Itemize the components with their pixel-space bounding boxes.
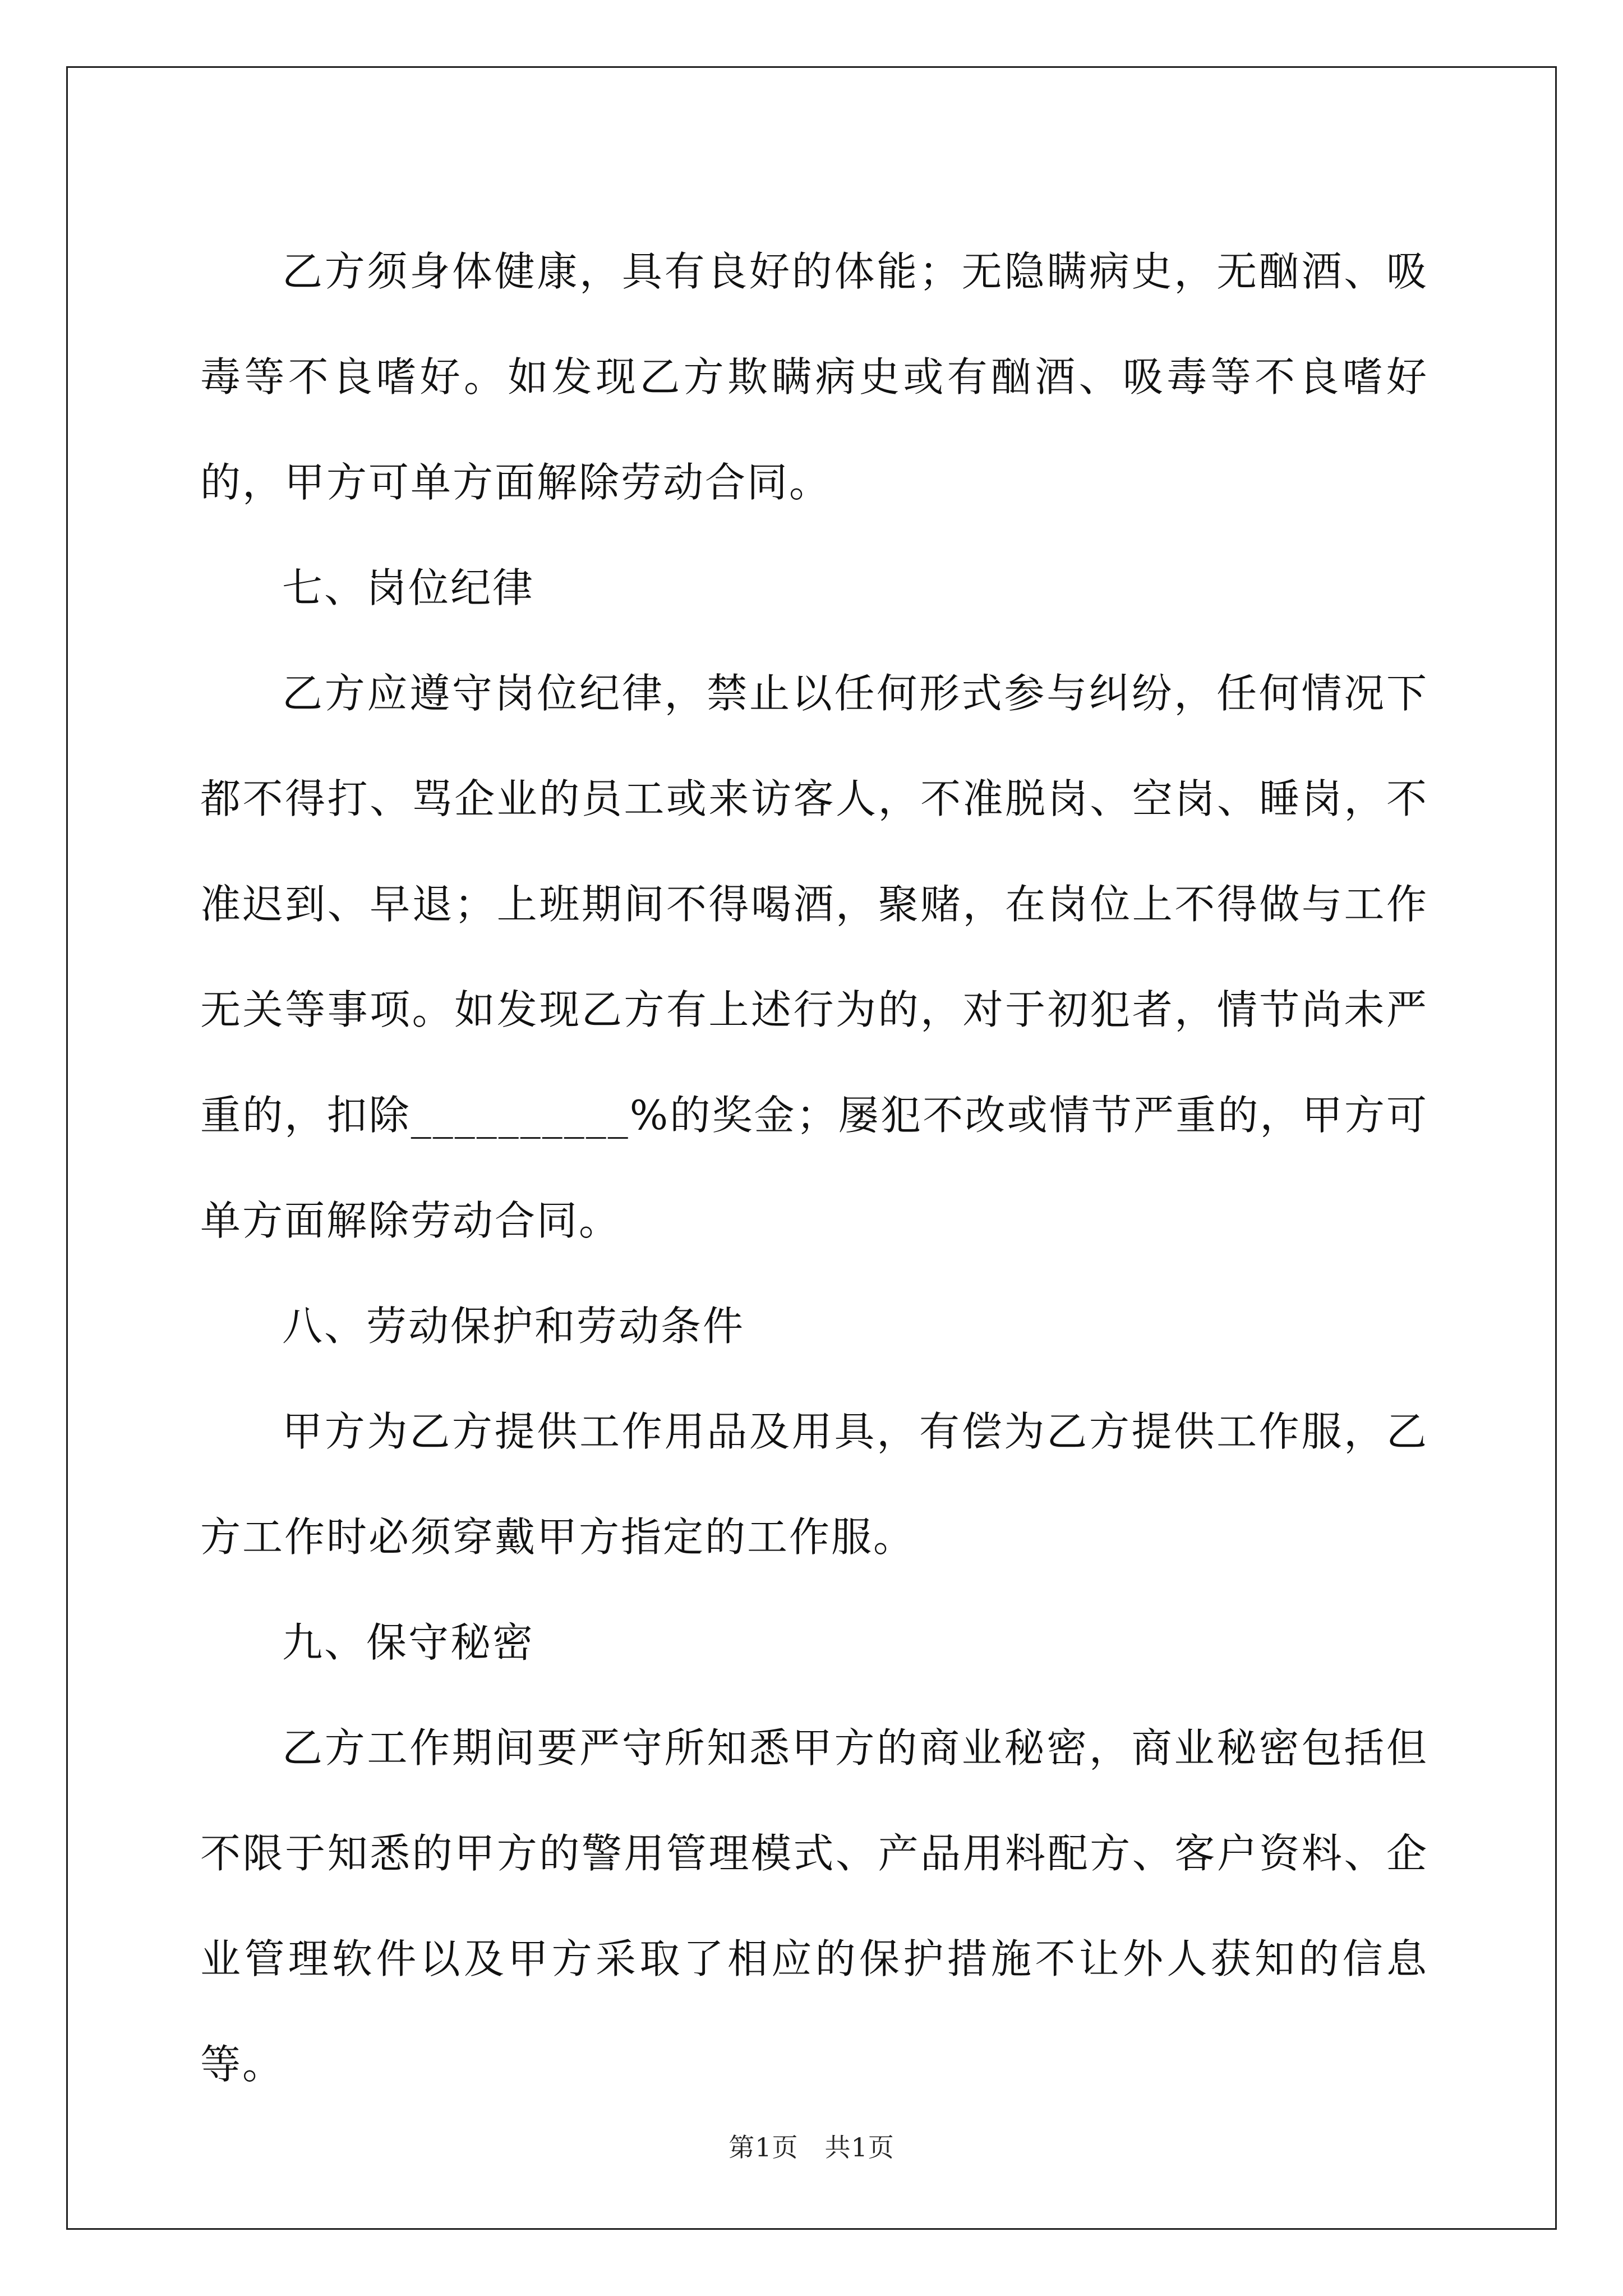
paragraph-health-requirement: 乙方须身体健康，具有良好的体能；无隐瞒病史，无酗酒、吸毒等不良嗜好。如发现乙方欺瞒病史或有酗酒、吸毒等不良嗜好的，甲方可单方面解除劳动合同。 <box>200 248 1428 506</box>
document-body <box>200 219 1428 2117</box>
paragraph-post-discipline: 乙方应遵守岗位纪律，禁止以任何形式参与纠纷，任何情况下都不得打、骂企业的员工或来访客人，不准脱岗、空岗、睡岗，不准迟到、早退；上班期间不得喝酒，聚赌，在岗位上不得做与工作无关等事项。如发现乙方有上述行为的，对于初犯者，情节尚未严重的，扣除__________%的奖金；屡犯不改或情节严重的，甲方可单方面解除劳动合同。 <box>200 670 1428 1244</box>
paragraph-trade-secrets: 乙方工作期间要严守所知悉甲方的商业秘密，商业秘密包括但不限于知悉的甲方的警用管理模式、产品用料配方、客户资料、企业管理软件以及甲方采取了相应的保护措施不让外人获知的信息等。 <box>200 1724 1428 2088</box>
section-heading-labor-protection: 八、劳动保护和劳动条件 <box>282 1303 745 1350</box>
section-heading-discipline: 七、岗位纪律 <box>282 564 535 611</box>
page-number-footer: 第1页 共1页 <box>728 2132 895 2162</box>
section-heading-confidentiality: 九、保守秘密 <box>282 1619 535 1666</box>
paragraph-work-uniform: 甲方为乙方提供工作用品及用具，有偿为乙方提供工作服，乙方工作时必须穿戴甲方指定的工作服。 <box>200 1408 1428 1561</box>
